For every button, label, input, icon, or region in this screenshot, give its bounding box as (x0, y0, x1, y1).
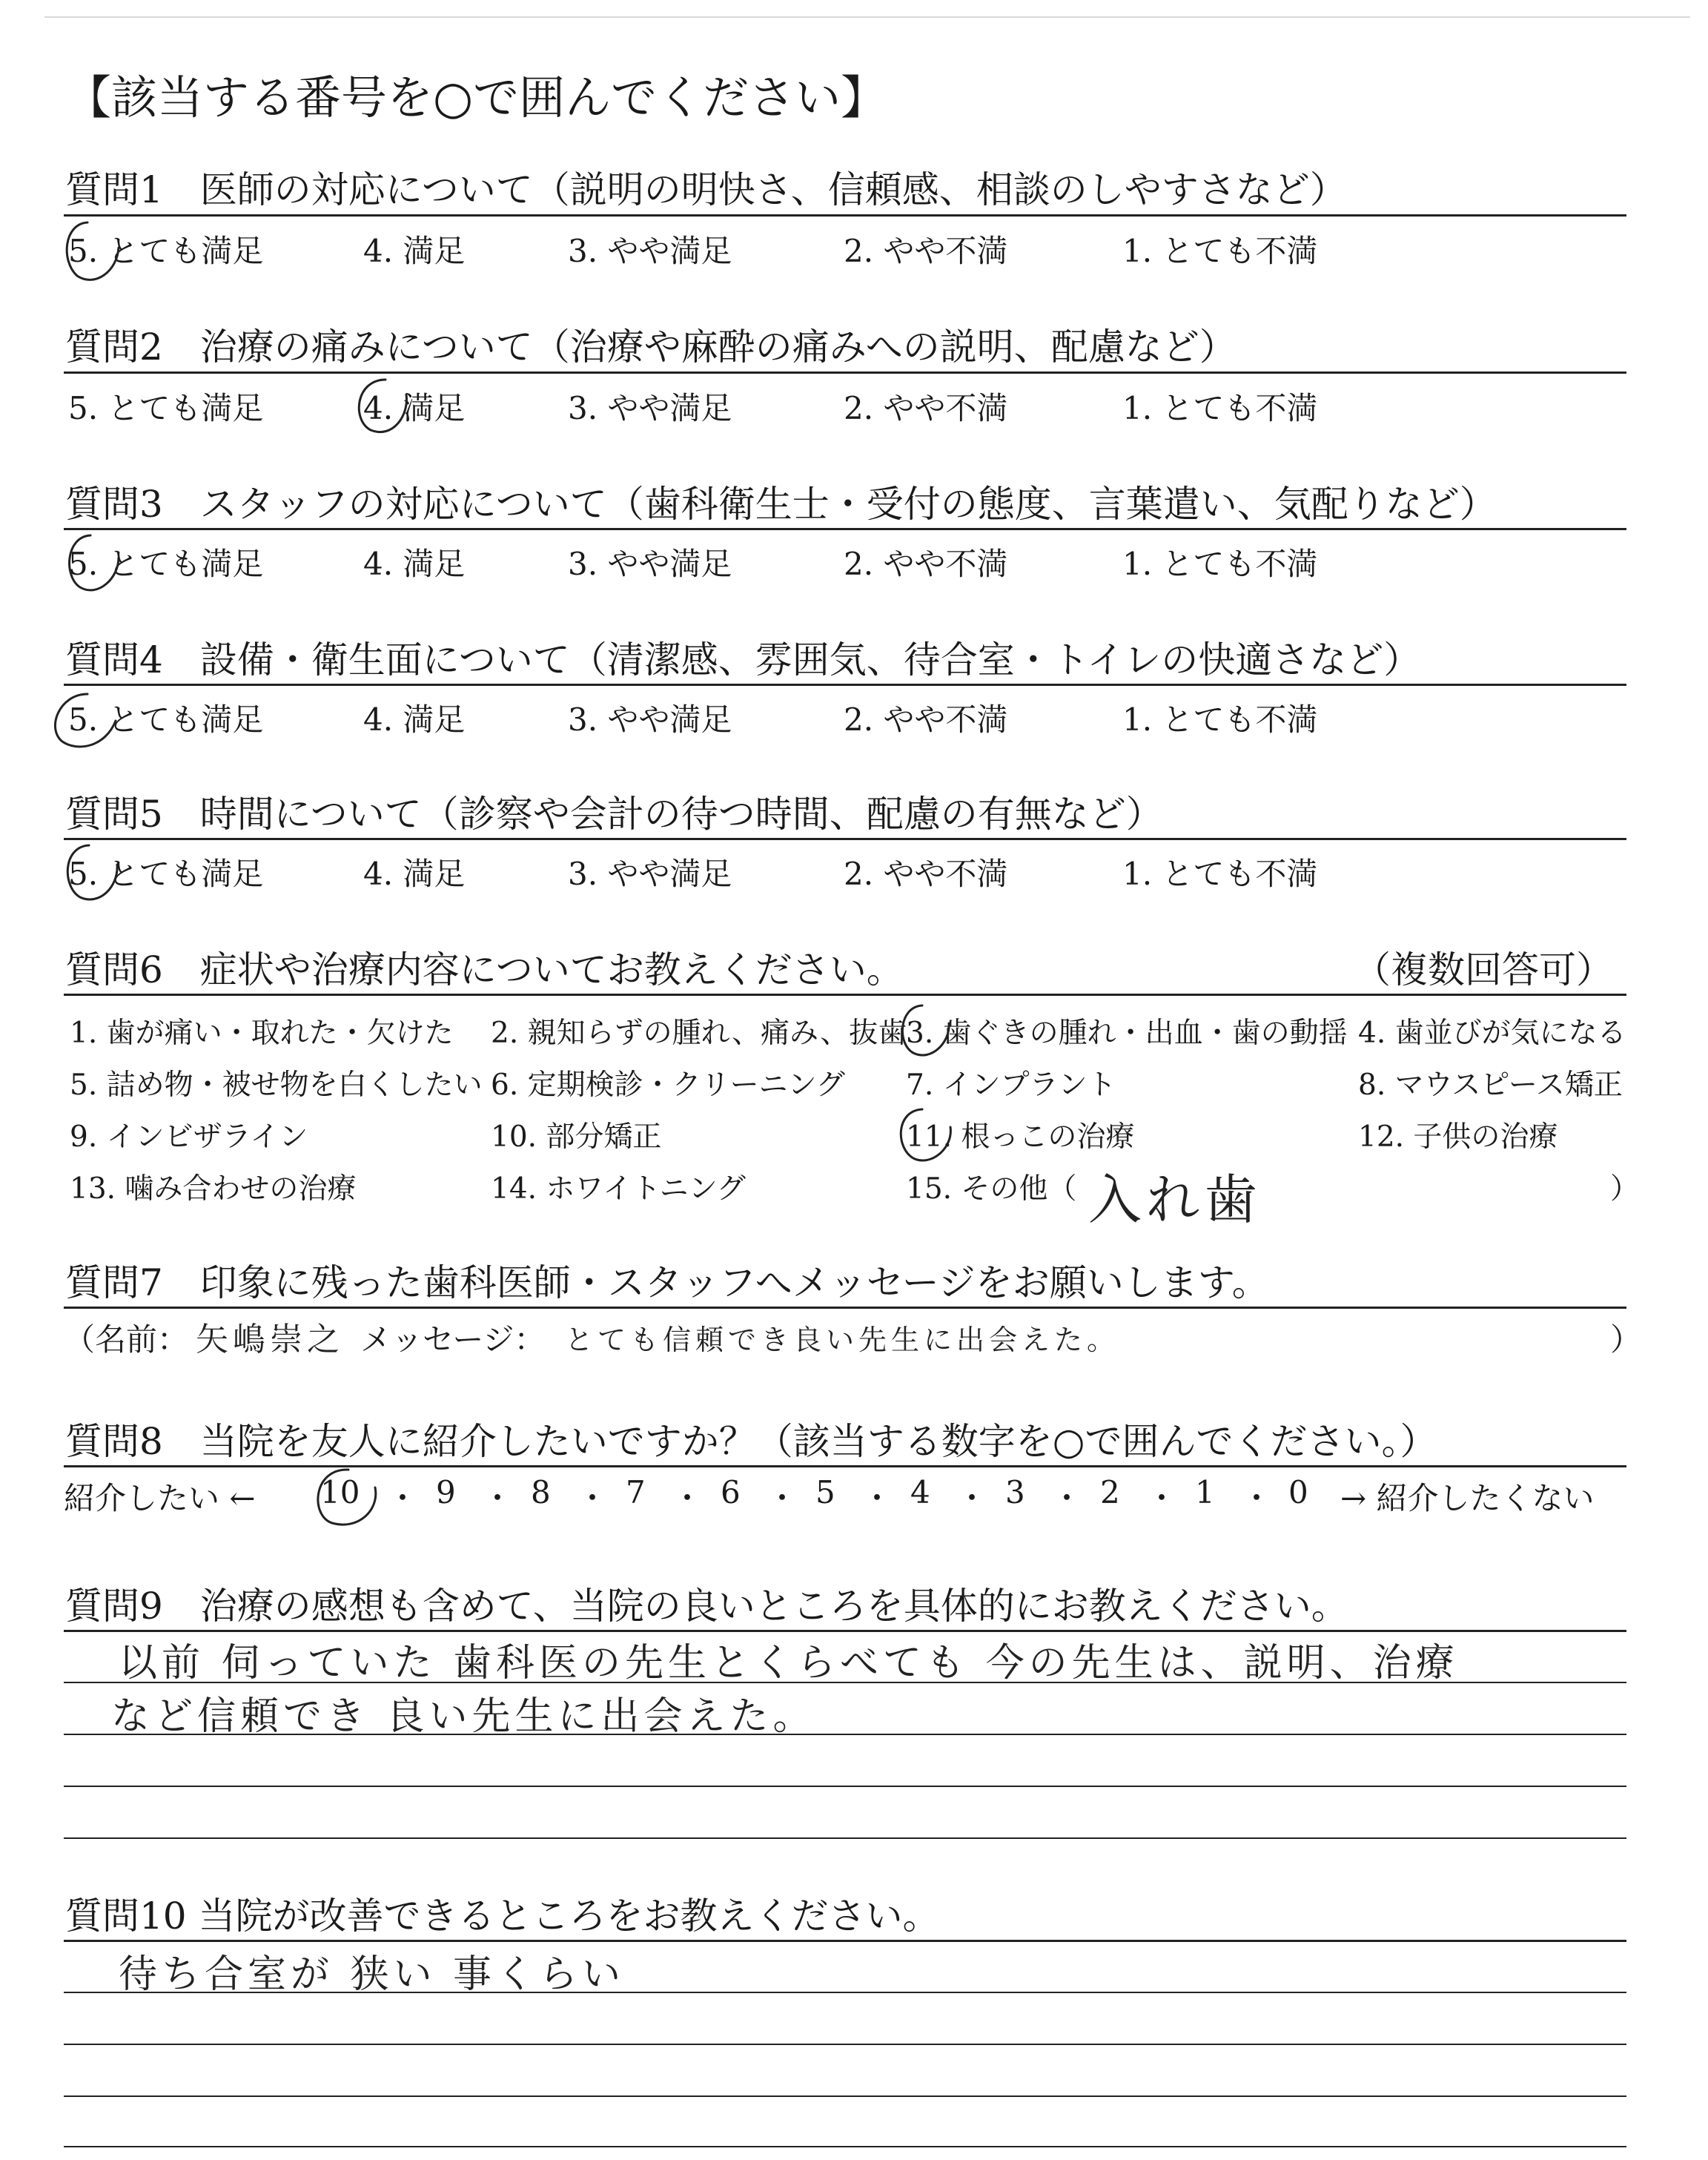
q2-option-2[interactable]: 2. やや不満 (844, 390, 1008, 426)
q1-option-1[interactable]: 1. とても不満 (1122, 233, 1318, 269)
q6-item-1[interactable]: 1. 歯が痛い・取れた・欠けた (70, 1017, 454, 1050)
q6-item-8[interactable]: 8. マウスピース矯正 (1358, 1069, 1623, 1102)
q6-multiple-answers-note: （複数回答可） (1354, 948, 1613, 991)
q3-option-3[interactable]: 3. やや満足 (568, 546, 732, 582)
q6-item-11[interactable]: 11. 根っこの治療 (906, 1120, 1135, 1154)
q8-separator: ・ (672, 1480, 704, 1516)
q8-title: 質問8 当院を友人に紹介したいですか？（該当する数字を○で囲んでください。） (65, 1420, 1437, 1463)
q1-title: 質問1 医師の対応について（説明の明快さ、信頼感、相談のしやすさなど） (65, 168, 1347, 211)
q8-scale-8[interactable]: 8 (531, 1474, 551, 1510)
q6-item-14[interactable]: 14. ホワイトニング (491, 1172, 746, 1206)
q10-writing-line (64, 2146, 1626, 2147)
q8-separator: ・ (1241, 1480, 1273, 1516)
q10-answer-line-1[interactable]: 待ち合室が 狭い 事くらい (119, 1952, 626, 1997)
q2-option-3[interactable]: 3. やや満足 (568, 390, 732, 426)
q6-item-9[interactable]: 9. インビザライン (70, 1120, 308, 1154)
q6-item-13[interactable]: 13. 噛み合わせの治療 (70, 1172, 357, 1206)
q8-separator: ・ (861, 1480, 893, 1516)
q7-name-label: （名前： (64, 1321, 189, 1358)
q9-writing-line (64, 1786, 1626, 1787)
q8-scale-5[interactable]: 5 (815, 1474, 835, 1510)
q5-option-5[interactable]: 5. とても満足 (68, 856, 264, 892)
q6-item-10[interactable]: 10. 部分矯正 (491, 1120, 662, 1154)
q8-separator: ・ (577, 1480, 609, 1516)
q4-option-5[interactable]: 5. とても満足 (68, 701, 264, 738)
q8-left-label: 紹介したい ← (64, 1480, 256, 1516)
q1-option-3[interactable]: 3. やや満足 (568, 233, 732, 269)
q7-close-paren: ） (1610, 1321, 1642, 1358)
q2-option-1[interactable]: 1. とても不満 (1122, 390, 1318, 426)
q2-rule (64, 371, 1626, 374)
q8-scale-1[interactable]: 1 (1195, 1474, 1215, 1510)
q8-separator: ・ (482, 1480, 514, 1516)
q4-option-3[interactable]: 3. やや満足 (568, 701, 732, 738)
q8-scale-10[interactable]: 10 (320, 1474, 360, 1510)
q1-option-2[interactable]: 2. やや不満 (844, 233, 1008, 269)
q3-option-2[interactable]: 2. やや不満 (844, 546, 1008, 582)
q8-scale-6[interactable]: 6 (721, 1474, 741, 1510)
q5-option-3[interactable]: 3. やや満足 (568, 856, 732, 892)
q4-option-4[interactable]: 4. 満足 (363, 701, 466, 738)
q3-title: 質問3 スタッフの対応について（歯科衛生士・受付の態度、言葉遣い、気配りなど） (65, 483, 1497, 526)
q8-separator: ・ (1146, 1480, 1178, 1516)
q9-writing-line (64, 1682, 1626, 1683)
q8-scale-4[interactable]: 4 (910, 1474, 930, 1510)
q4-rule (64, 684, 1626, 686)
scan-top-edge (44, 16, 1690, 18)
q8-right-label: → 紹介したくない (1340, 1480, 1595, 1516)
q4-option-1[interactable]: 1. とても不満 (1122, 701, 1318, 738)
q10-writing-line (64, 2095, 1626, 2097)
q9-answer-line-1[interactable]: 以前 伺っていた 歯科医の先生とくらべても 今の先生は、説明、治療 (119, 1641, 1459, 1685)
q4-title: 質問4 設備・衛生面について（清潔感、雰囲気、待合室・トイレの快適さなど） (65, 638, 1421, 681)
q3-rule (64, 528, 1626, 530)
q7-rule (64, 1307, 1626, 1309)
q6-other-handwritten-answer[interactable]: 入れ歯 (1088, 1169, 1262, 1231)
q8-separator: ・ (1051, 1480, 1083, 1516)
q9-answer-line-2[interactable]: など信頼でき 良い先生に出会えた。 (111, 1694, 816, 1739)
q6-item-2[interactable]: 2. 親知らずの腫れ、痛み、抜歯 (491, 1017, 907, 1050)
q6-item-12[interactable]: 12. 子供の治療 (1358, 1120, 1558, 1154)
q7-name-handwritten[interactable]: 矢嶋崇之 (196, 1321, 344, 1358)
q6-item-4[interactable]: 4. 歯並びが気になる (1358, 1017, 1626, 1050)
q8-separator: ・ (387, 1480, 419, 1516)
q8-scale-2[interactable]: 2 (1100, 1474, 1120, 1510)
q5-rule (64, 838, 1626, 840)
q6-item-15-other[interactable]: 15. その他（ (906, 1172, 1077, 1206)
q8-rule (64, 1465, 1626, 1467)
q10-title: 質問10 当院が改善できるところをお教えください。 (65, 1895, 940, 1938)
q2-title: 質問2 治療の痛みについて（治療や麻酔の痛みへの説明、配慮など） (65, 326, 1237, 369)
q6-title: 質問6 症状や治療内容についてお教えください。 (65, 948, 904, 991)
q9-writing-line (64, 1837, 1626, 1839)
q9-title: 質問9 治療の感想も含めて、当院の良いところを具体的にお教えください。 (65, 1585, 1348, 1628)
q6-item-7[interactable]: 7. インプラント (906, 1069, 1116, 1102)
q8-separator: ・ (767, 1480, 798, 1516)
q7-title: 質問7 印象に残った歯科医師・スタッフへメッセージをお願いします。 (65, 1261, 1269, 1304)
q8-scale-9[interactable]: 9 (436, 1474, 456, 1510)
q8-separator: ・ (956, 1480, 988, 1516)
q8-scale-7[interactable]: 7 (626, 1474, 646, 1510)
q3-option-1[interactable]: 1. とても不満 (1122, 546, 1318, 582)
q1-option-4[interactable]: 4. 満足 (363, 233, 466, 269)
q9-writing-line (64, 1734, 1626, 1735)
q3-option-5[interactable]: 5. とても満足 (68, 546, 264, 582)
q6-item-3[interactable]: 3. 歯ぐきの腫れ・出血・歯の動揺 (906, 1017, 1348, 1050)
q2-option-5[interactable]: 5. とても満足 (68, 390, 264, 426)
q5-option-4[interactable]: 4. 満足 (363, 856, 466, 892)
q8-scale-3[interactable]: 3 (1005, 1474, 1025, 1510)
q10-writing-line (64, 1992, 1626, 1993)
q4-option-2[interactable]: 2. やや不満 (844, 701, 1008, 738)
q8-scale-0[interactable]: 0 (1288, 1474, 1308, 1510)
q6-item-6[interactable]: 6. 定期検診・クリーニング (491, 1069, 845, 1102)
form-instruction-title: 【該当する番号を○で囲んでください】 (65, 70, 887, 125)
q1-rule (64, 214, 1626, 217)
q2-option-4[interactable]: 4. 満足 (363, 390, 466, 426)
q10-rule (64, 1940, 1626, 1942)
q1-option-5[interactable]: 5. とても満足 (68, 233, 264, 269)
q3-option-4[interactable]: 4. 満足 (363, 546, 466, 582)
q6-other-close-paren: ） (1610, 1172, 1640, 1206)
q6-item-5[interactable]: 5. 詰め物・被せ物を白くしたい (70, 1069, 483, 1102)
q5-option-2[interactable]: 2. やや不満 (844, 856, 1008, 892)
q10-writing-line (64, 2044, 1626, 2045)
q7-message-label: メッセージ： (360, 1321, 546, 1358)
q7-message-handwritten[interactable]: とても信頼でき良い先生に出会えた。 (565, 1324, 1120, 1356)
q5-option-1[interactable]: 1. とても不満 (1122, 856, 1318, 892)
q6-rule (64, 994, 1626, 996)
q5-title: 質問5 時間について（診察や会計の待つ時間、配慮の有無など） (65, 793, 1163, 836)
